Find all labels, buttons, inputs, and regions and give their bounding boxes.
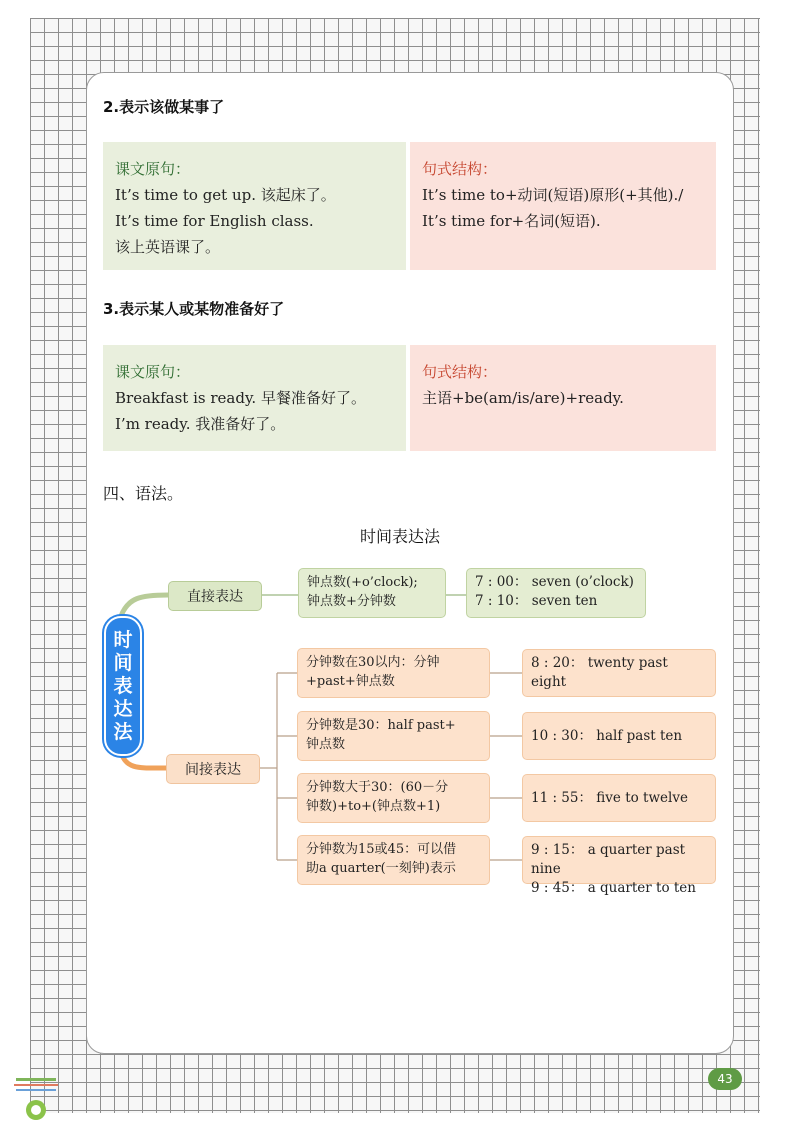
rule-line: 钟点数(+o’clock); [307, 575, 418, 590]
original-line: Breakfast is ready. 早餐准备好了。 [115, 389, 366, 407]
section-2-heading: 2.表示该做某事了 [103, 98, 225, 116]
example-line: 8 : 20： twenty past eight [531, 655, 668, 690]
section-4-heading: 四、语法。 [103, 484, 184, 503]
indirect-rule-node [297, 773, 490, 823]
root-char: 法 [113, 720, 133, 743]
structure-line: It’s time to+动词(短语)原形(+其他)./ [422, 186, 684, 204]
indirect-example-node [522, 712, 716, 760]
root-char: 表 [113, 674, 133, 697]
root-char: 达 [113, 697, 133, 720]
example-line: 7 : 00： seven (o’clock) [475, 574, 634, 590]
indirect-example-node [522, 649, 716, 697]
indirect-example-node [522, 836, 716, 896]
direct-rule-node [298, 568, 446, 618]
root-char: 间 [113, 651, 133, 674]
original-line: It’s time for English class. [115, 212, 314, 230]
indirect-rule-node [297, 648, 490, 698]
section-3-heading: 3.表示某人或某物准备好了 [103, 300, 285, 318]
rule-line: 钟点数+分钟数 [307, 594, 396, 609]
rule-line: 钟点数 [306, 737, 346, 752]
page-number: 43 [708, 1068, 742, 1090]
original-line: It’s time to get up. 该起床了。 [115, 186, 336, 204]
rule-line: 分钟数是30：half past+ [306, 718, 456, 733]
original-label: 课文原句： [115, 160, 191, 178]
indirect-rule-node [297, 835, 490, 885]
original-label: 课文原句： [115, 363, 191, 381]
structure-label: 句式结构： [422, 363, 498, 381]
example-line: 10 : 30： half past ten [531, 727, 683, 744]
rule-line: 助a quarter(一刻钟)表示 [306, 861, 456, 876]
rule-line: +past+钟点数 [306, 674, 395, 689]
branch-direct: 直接表达 [168, 581, 262, 611]
mindmap-root-node [104, 616, 142, 756]
original-line: I’m ready. 我准备好了。 [115, 415, 286, 433]
mindmap-title: 时间表达法 [359, 527, 440, 546]
indirect-example-node [522, 774, 716, 822]
example-line: 7 : 10： seven ten [475, 593, 598, 609]
branch-indirect: 间接表达 [166, 754, 260, 784]
rule-line: 分钟数在30以内：分钟 [306, 655, 440, 670]
indirect-rule-node [297, 711, 490, 761]
example-line: 11 : 55： five to twelve [531, 789, 688, 806]
structure-line: It’s time for+名词(短语). [422, 212, 601, 230]
rule-line: 分钟数为15或45：可以借 [306, 842, 457, 857]
root-char: 时 [113, 628, 133, 651]
example-line: 9 : 45： a quarter to ten [531, 880, 696, 896]
publisher-logo [10, 1074, 62, 1126]
rule-line: 钟数)+to+(钟点数+1) [306, 799, 441, 814]
structure-line: 主语+be(am/is/are)+ready. [422, 389, 624, 407]
direct-example-node [466, 568, 646, 618]
rule-line: 分钟数大于30：(60－分 [306, 780, 449, 795]
original-line: 该上英语课了。 [115, 238, 221, 256]
structure-label: 句式结构： [422, 160, 498, 178]
example-line: 9 : 15： a quarter past nine [531, 842, 686, 877]
